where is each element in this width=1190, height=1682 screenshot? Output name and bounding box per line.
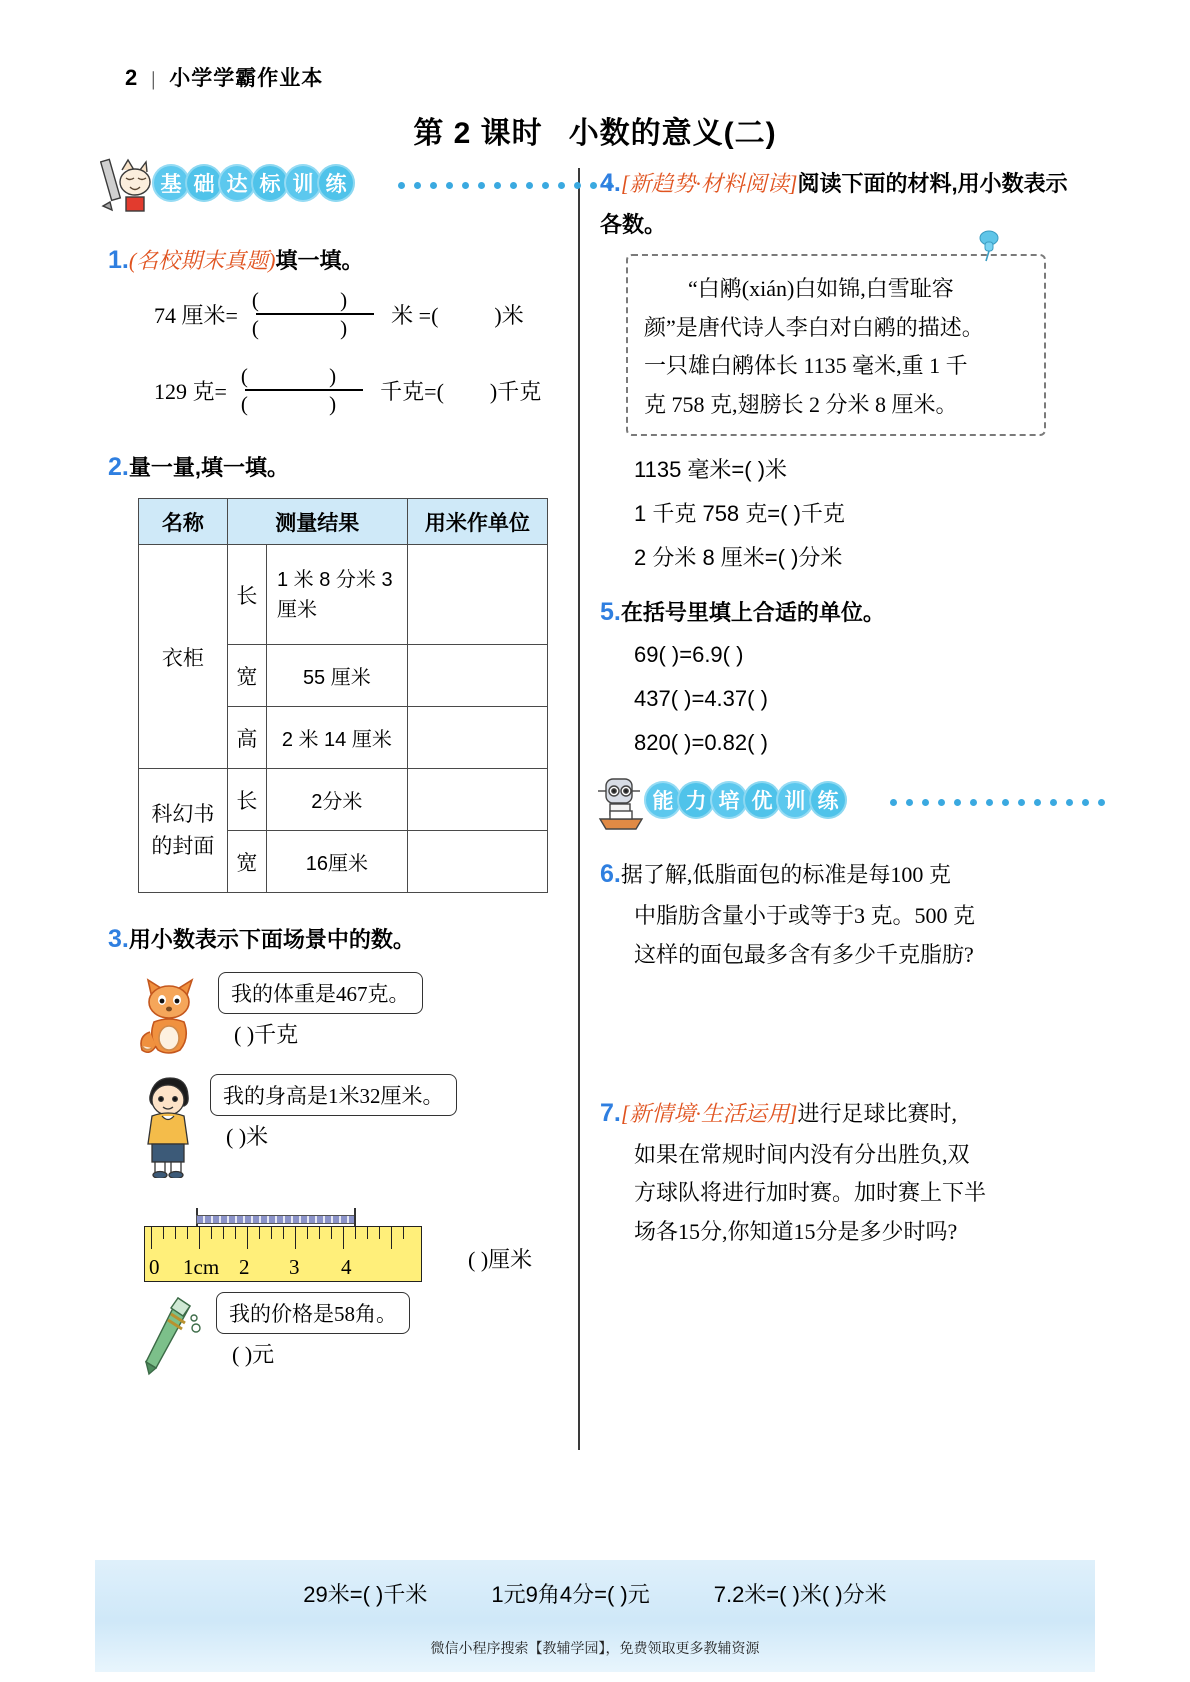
pushpin-icon	[976, 230, 1002, 262]
q5-fill-1[interactable]: 69( )=6.9( )	[634, 642, 744, 668]
page-header	[125, 62, 323, 92]
banner-char: 基	[152, 164, 190, 202]
q7-line-1	[600, 1092, 1070, 1136]
question-3	[108, 923, 573, 1380]
ruler-body	[144, 1226, 422, 1282]
section-title-advanced	[644, 781, 842, 819]
material-line: 一只雄白鹇体长 1135 毫米,重 1 千	[644, 353, 968, 379]
numerator-blank[interactable]: ( )	[251, 288, 386, 312]
watermark-text: 微信小程序搜索【教辅学园】，免费领取更多教辅资源	[430, 1640, 760, 1656]
measurement-value: 16厘米	[267, 831, 408, 893]
q4-number: 4.	[600, 169, 621, 197]
page-number: 2	[125, 65, 138, 90]
q1-number: 1.	[108, 246, 129, 274]
table-row	[139, 545, 548, 645]
left-column	[108, 162, 573, 1390]
section-banner-basic	[108, 162, 573, 218]
book-title: 小学学霸作业本	[169, 67, 324, 90]
item-name: 科幻书的封面	[139, 769, 228, 893]
q5-heading	[600, 596, 1070, 627]
fraction-bar	[256, 313, 374, 315]
col-name: 名称	[139, 499, 228, 545]
q1-tag: (名校期末真题)	[128, 248, 276, 273]
ruler-label: 1cm	[183, 1255, 220, 1280]
q1-lead-2: 129 克=	[154, 378, 227, 404]
item-name: 衣柜	[139, 545, 228, 769]
dimension-label: 长	[227, 769, 266, 831]
ruler-label: 0	[149, 1255, 160, 1280]
question-1	[108, 244, 573, 415]
ruler-label: 3	[289, 1255, 300, 1280]
denominator-blank[interactable]: ( )	[240, 392, 375, 417]
scene-boy	[136, 1074, 573, 1178]
question-5	[600, 596, 1070, 765]
col-meter-unit: 用米作单位	[407, 499, 547, 545]
banner-char: 础	[185, 164, 223, 202]
denominator-blank[interactable]: ( )	[251, 316, 386, 341]
question-4	[600, 162, 1070, 580]
speech-bubble: 我的价格是58角。	[216, 1292, 410, 1334]
answer-blank[interactable]	[407, 545, 547, 645]
section-title-basic	[152, 164, 350, 202]
fox-icon	[136, 972, 208, 1056]
q6-text-1: 据了解,低脂面包的标准是每100 克	[620, 862, 951, 888]
banner-char: 力	[677, 781, 715, 819]
q7-number: 7.	[600, 1099, 621, 1127]
q7-line-2: 如果在常规时间内没有分出胜负,双	[634, 1141, 970, 1167]
q4-fill-2[interactable]: 1 千克 758 克=( )千克	[634, 501, 845, 527]
scene-fox	[136, 972, 573, 1060]
speech-bubble: 我的体重是467克。	[218, 972, 423, 1014]
footer-exercise-1[interactable]: 29米=( )千米	[303, 1582, 428, 1607]
cat-with-pencil-icon	[100, 154, 158, 216]
answer-blank[interactable]: ( )千克	[234, 1022, 299, 1048]
measurement-value: 2 米 14 厘米	[267, 707, 408, 769]
page-title	[0, 108, 1190, 152]
question-2	[108, 451, 573, 893]
question-7	[600, 1092, 1070, 1251]
right-column	[600, 162, 1070, 1261]
q1-tail-2[interactable]: )千克	[489, 378, 542, 404]
banner-char: 标	[251, 164, 289, 202]
material-box	[626, 254, 1046, 436]
banner-dots	[398, 182, 613, 189]
answer-blank[interactable]	[407, 831, 547, 893]
fraction-bar	[245, 389, 363, 391]
q1-lead-1: 74 厘米=	[154, 302, 238, 328]
ruler-label: 2	[239, 1255, 250, 1280]
material-line: 克 758 克,翅膀长 2 分米 8 厘米。	[644, 391, 958, 417]
q3-head: 用小数表示下面场景中的数。	[128, 927, 415, 953]
scene-ruler	[144, 1194, 573, 1282]
q1-head: 填一填。	[275, 248, 364, 273]
q7-line-4: 场各15分,你知道15分是多少时吗?	[634, 1218, 958, 1244]
q1-tail-1[interactable]: )米	[494, 302, 524, 328]
material-line: 颜”是唐代诗人李白对白鹇的描述。	[644, 314, 984, 340]
q1-unit-1: 米 =(	[391, 302, 439, 328]
banner-char: 训	[776, 781, 814, 819]
q4-fill-1[interactable]: 1135 毫米=( )米	[634, 457, 788, 483]
answer-blank[interactable]: ( )米	[226, 1124, 269, 1150]
q3-heading	[108, 923, 573, 954]
q5-fill-2[interactable]: 437( )=4.37( )	[634, 686, 768, 712]
q2-head: 量一量,填一填。	[128, 455, 289, 481]
answer-blank[interactable]	[407, 645, 547, 707]
table-header-row	[139, 499, 548, 545]
dimension-label: 宽	[227, 831, 266, 893]
fraction-blank[interactable]	[244, 289, 385, 339]
q6-line-2: 中脂肪含量小于或等于3 克。500 克	[634, 903, 976, 928]
answer-blank[interactable]	[407, 769, 547, 831]
header-separator: |	[151, 68, 156, 90]
q3-number: 3.	[108, 925, 129, 954]
q1-heading	[108, 244, 573, 275]
answer-blank[interactable]: ( )厘米	[468, 1247, 533, 1273]
col-result: 测量结果	[227, 499, 407, 545]
banner-char: 培	[710, 781, 748, 819]
q4-tag: [新趋势·材料阅读]	[620, 171, 798, 196]
scene-pen	[136, 1292, 573, 1380]
section-banner-advanced	[600, 779, 1070, 835]
q1-row-1	[154, 289, 573, 339]
q2-heading	[108, 451, 573, 482]
banner-char: 训	[284, 164, 322, 202]
ruler-icon	[144, 1208, 444, 1282]
question-6	[600, 853, 1070, 974]
dimension-label: 长	[227, 545, 266, 645]
table-row	[139, 769, 548, 831]
q5-fill-3[interactable]: 820( )=0.82( )	[634, 730, 768, 756]
banner-dots	[890, 799, 1105, 806]
banner-char: 练	[317, 164, 355, 202]
q6-line-3: 这样的面包最多含有多少千克脂肪?	[634, 941, 974, 967]
q7-tag: [新情境·生活运用]	[620, 1101, 798, 1126]
footer-strip	[95, 1560, 1095, 1672]
measurement-value: 55 厘米	[267, 645, 408, 707]
lesson-name: 小数的意义(二)	[568, 117, 777, 150]
banner-char: 能	[644, 781, 682, 819]
q1-row-2	[154, 365, 573, 415]
q4-head: 阅读下面的材料,用小数表示各数。	[600, 171, 1068, 237]
banner-char: 达	[218, 164, 256, 202]
speech-bubble: 我的身高是1米32厘米。	[210, 1074, 457, 1116]
q2-number: 2.	[108, 453, 129, 482]
measurement-table	[138, 498, 548, 893]
q4-fill-3[interactable]: 2 分米 8 厘米=( )分米	[634, 545, 843, 571]
q5-head: 在括号里填上合适的单位。	[620, 600, 885, 626]
dimension-label: 高	[227, 707, 266, 769]
measurement-value: 2分米	[267, 769, 408, 831]
robot-at-desk-icon	[592, 771, 650, 833]
dimension-label: 宽	[227, 645, 266, 707]
fraction-blank[interactable]	[233, 365, 374, 415]
measured-segment	[196, 1208, 356, 1228]
answer-blank[interactable]	[407, 707, 547, 769]
answer-blank[interactable]: ( )元	[232, 1342, 275, 1368]
q5-number: 5.	[600, 598, 621, 627]
banner-char: 优	[743, 781, 781, 819]
boy-icon	[136, 1074, 200, 1178]
lesson-label: 第 2 课时	[413, 117, 543, 150]
banner-char: 练	[809, 781, 847, 819]
ruler-label: 4	[341, 1255, 352, 1280]
q7-line-3: 方球队将进行加时赛。加时赛上下半	[634, 1180, 987, 1206]
q6-number: 6.	[600, 860, 621, 889]
pen-icon	[136, 1292, 206, 1376]
footer-exercises	[95, 1578, 1095, 1609]
measurement-value: 1 米 8 分米 3 厘米	[267, 545, 408, 645]
q7-text-1: 进行足球比赛时,	[797, 1101, 957, 1126]
q6-line-1	[600, 853, 1070, 897]
q1-unit-2: 千克=(	[380, 378, 444, 404]
footer-exercise-3[interactable]: 7.2米=( )米( )分米	[713, 1582, 887, 1607]
numerator-blank[interactable]: ( )	[240, 364, 375, 389]
material-line: “白鹇(xián)白如锦,白雪耻容	[688, 276, 954, 302]
column-divider	[578, 168, 580, 1450]
footer-exercise-2[interactable]: 1元9角4分=( )元	[491, 1582, 650, 1607]
